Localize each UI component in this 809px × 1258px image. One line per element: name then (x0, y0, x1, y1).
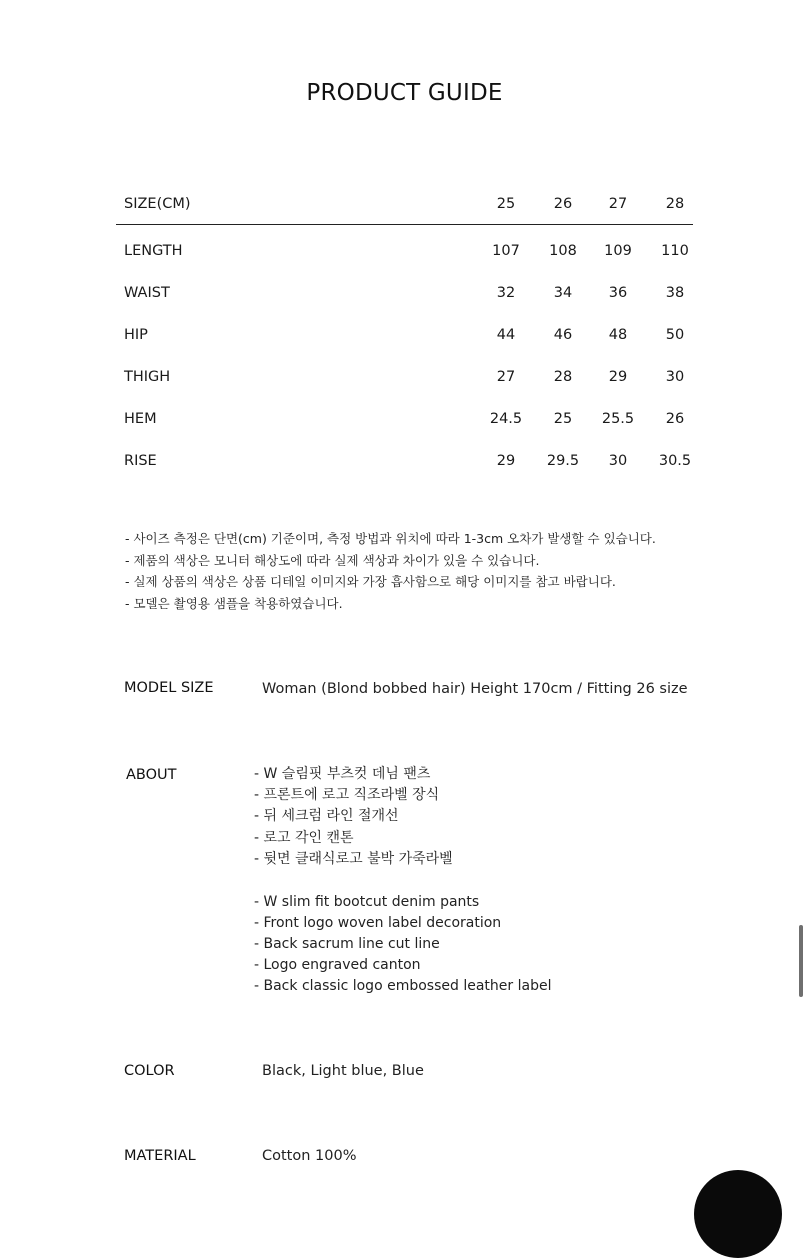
page-title: PRODUCT GUIDE (306, 80, 503, 106)
row-label: WAIST (124, 285, 170, 301)
table-row-thigh: THIGH 27 28 29 30 (124, 369, 685, 385)
model-size-label: MODEL SIZE (124, 680, 214, 696)
table-row-hem: HEM 24.5 25 25.5 26 (124, 411, 685, 427)
row-label: LENGTH (124, 243, 183, 259)
row-label: HIP (124, 327, 148, 343)
about-item: - Front logo woven label decoration (254, 914, 502, 931)
note-item: - 실제 상품의 색상은 상품 디테일 이미지와 가장 흡사함으로 해당 이미지를 참고 바랍니다. (125, 574, 616, 589)
about-item: - W 슬림핏 부츠컷 데님 팬츠 (254, 766, 431, 782)
about-item: - 뒷면 클래식로고 불박 가죽라벨 (254, 850, 453, 867)
table-row-waist: WAIST 32 34 36 38 (124, 285, 685, 301)
material-value: Cotton 100% (262, 1148, 357, 1164)
table-row-rise: RISE 29 29.5 30 30.5 (124, 453, 692, 469)
row-label: THIGH (124, 369, 171, 385)
size-table-body (116, 225, 693, 489)
size-header-label: SIZE(CM) (124, 196, 191, 212)
about-item: - Back sacrum line cut line (254, 935, 440, 952)
about-label: ABOUT (126, 767, 177, 783)
row-label: HEM (124, 411, 157, 427)
floating-action-button[interactable] (694, 1170, 782, 1258)
color-value: Black, Light blue, Blue (262, 1063, 424, 1079)
about-item: - 프론트에 로고 직조라벨 장식 (254, 787, 440, 804)
row-label: RISE (124, 453, 157, 469)
table-row-length: LENGTH 107 108 109 110 (124, 243, 689, 259)
note-item: - 사이즈 측정은 단면(cm) 기준이며, 측정 방법과 위치에 따라 1-3cm 오차가 발생할 수 있습니다. (125, 531, 656, 546)
model-size-value: Woman (Blond bobbed hair) Height 170cm / Fitting 26 size (262, 681, 688, 697)
material-label: MATERIAL (124, 1148, 196, 1164)
scrollbar[interactable] (799, 925, 803, 997)
about-item: - W slim fit bootcut denim pants (254, 893, 480, 910)
about-item: - Logo engraved canton (254, 957, 421, 974)
size-table (116, 190, 693, 489)
note-item: - 모델은 촬영용 샘플을 착용하였습니다. (125, 595, 343, 611)
about-spacer (254, 870, 551, 892)
note-item: - 제품의 색상은 모니터 해상도에 따라 실제 색상과 차이가 있을 수 있습니다. (125, 552, 540, 568)
size-notes (125, 528, 656, 614)
about-item: - 로고 각인 캔톤 (254, 829, 354, 846)
about-list (254, 764, 551, 998)
table-row-hip: HIP 44 46 48 50 (124, 327, 685, 343)
about-item: - Back classic logo embossed leather label (254, 978, 552, 995)
about-item: - 뒤 세크럼 라인 절개선 (254, 808, 399, 825)
size-table-header: SIZE(CM) 25 26 27 28 (116, 190, 693, 225)
color-label: COLOR (124, 1063, 175, 1079)
